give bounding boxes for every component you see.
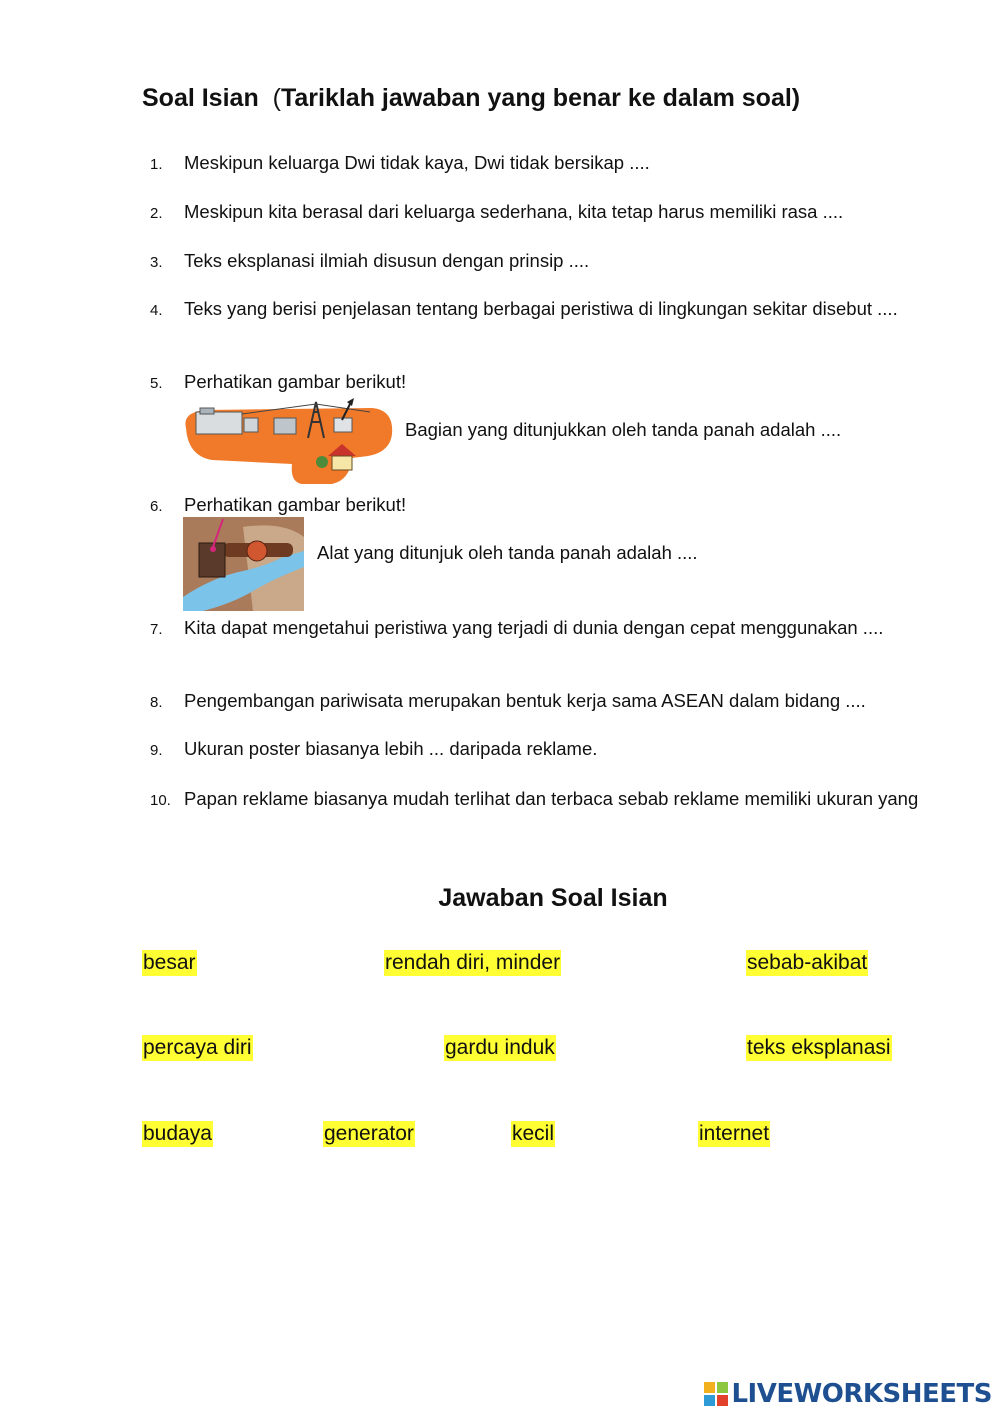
question-4 [150,296,950,321]
liveworksheets-logo-icon [704,1382,728,1406]
question-number: 5. [150,375,163,392]
hydro-generator-illustration [183,517,304,611]
question-number: 1. [150,156,163,173]
answers-title: Jawaban Soal Isian [438,884,668,912]
substation [274,418,296,434]
title-main: Soal Isian [142,84,259,112]
question-number: 3. [150,254,163,271]
question-text[interactable]: Kita dapat mengetahui peristiwa yang terjadi di dunia dengan cepat menggunakan .... [184,617,884,638]
answer-chip-rendah-diri[interactable]: rendah diri, minder [385,951,561,974]
answer-chip-kecil[interactable]: kecil [512,1122,555,1145]
answer-chip-internet[interactable]: internet [699,1122,770,1145]
question-text[interactable]: Meskipun keluarga Dwi tidak kaya, Dwi tidak bersikap .... [184,152,650,173]
question-number: 8. [150,694,163,711]
title-instruction: Tariklah jawaban yang benar ke dalam soal) [280,84,801,112]
house-wall [332,456,352,470]
question-number: 2. [150,205,163,222]
question-2 [150,199,940,224]
generator-wheel [247,541,267,561]
liveworksheets-brand: LIVEWORKSHEETS [731,1379,992,1409]
liveworksheets-logo [704,1379,992,1409]
question-text[interactable]: Teks yang berisi penjelasan tentang berbagai peristiwa di lingkungan sekitar disebut .... [184,298,898,319]
question-text[interactable]: Teks eksplanasi ilmiah disusun dengan prinsip .... [184,250,590,271]
tree [316,456,328,468]
question-text[interactable]: Meskipun kita berasal dari keluarga sederhana, kita tetap harus memiliki rasa .... [184,201,844,222]
answer-chip-budaya[interactable]: budaya [143,1122,212,1145]
question-text[interactable]: Papan reklame biasanya mudah terlihat dan terbaca sebab reklame memiliki ukuran yang [184,788,919,809]
question-text[interactable]: Pengembangan pariwisata merupakan bentuk kerja sama ASEAN dalam bidang .... [184,690,866,711]
question-number: 6. [150,498,163,515]
power-plant [196,412,242,434]
power-plant-roof [200,408,214,414]
title-paren: ( [272,84,281,112]
answer-chip-generator[interactable]: generator [324,1122,414,1145]
question-9 [150,736,940,761]
question-number: 4. [150,302,163,319]
power-grid-illustration [182,398,394,486]
pointer-dot [210,546,216,552]
question-text: Perhatikan gambar berikut! [184,371,407,392]
answer-chip-gardu-induk[interactable]: gardu induk [445,1036,555,1059]
question-3 [150,248,940,273]
answer-chip-percaya-diri[interactable]: percaya diri [143,1036,252,1059]
answer-chip-sebab-akibat[interactable]: sebab-akibat [747,951,868,974]
question-number: 10. [150,792,171,809]
question-number: 7. [150,621,163,638]
question-6 [150,492,940,517]
pointer-arrow-head [347,398,354,406]
question-8 [150,688,940,713]
answer-chip-teks-eksplanasi[interactable]: teks eksplanasi [747,1036,891,1059]
question-10 [150,786,940,811]
question-number: 9. [150,742,163,759]
tank [244,418,258,432]
answer-chip-besar[interactable]: besar [143,951,196,974]
question-5-caption[interactable]: Bagian yang ditunjukkan oleh tanda panah adalah .... [405,419,842,440]
question-6-caption[interactable]: Alat yang ditunjuk oleh tanda panah adalah .... [317,542,698,563]
question-5 [150,369,940,394]
page-title [142,84,800,113]
question-7 [150,615,940,640]
question-1 [150,150,940,175]
question-text[interactable]: Ukuran poster biasanya lebih ... daripada reklame. [184,738,598,759]
question-text: Perhatikan gambar berikut! [184,494,407,515]
